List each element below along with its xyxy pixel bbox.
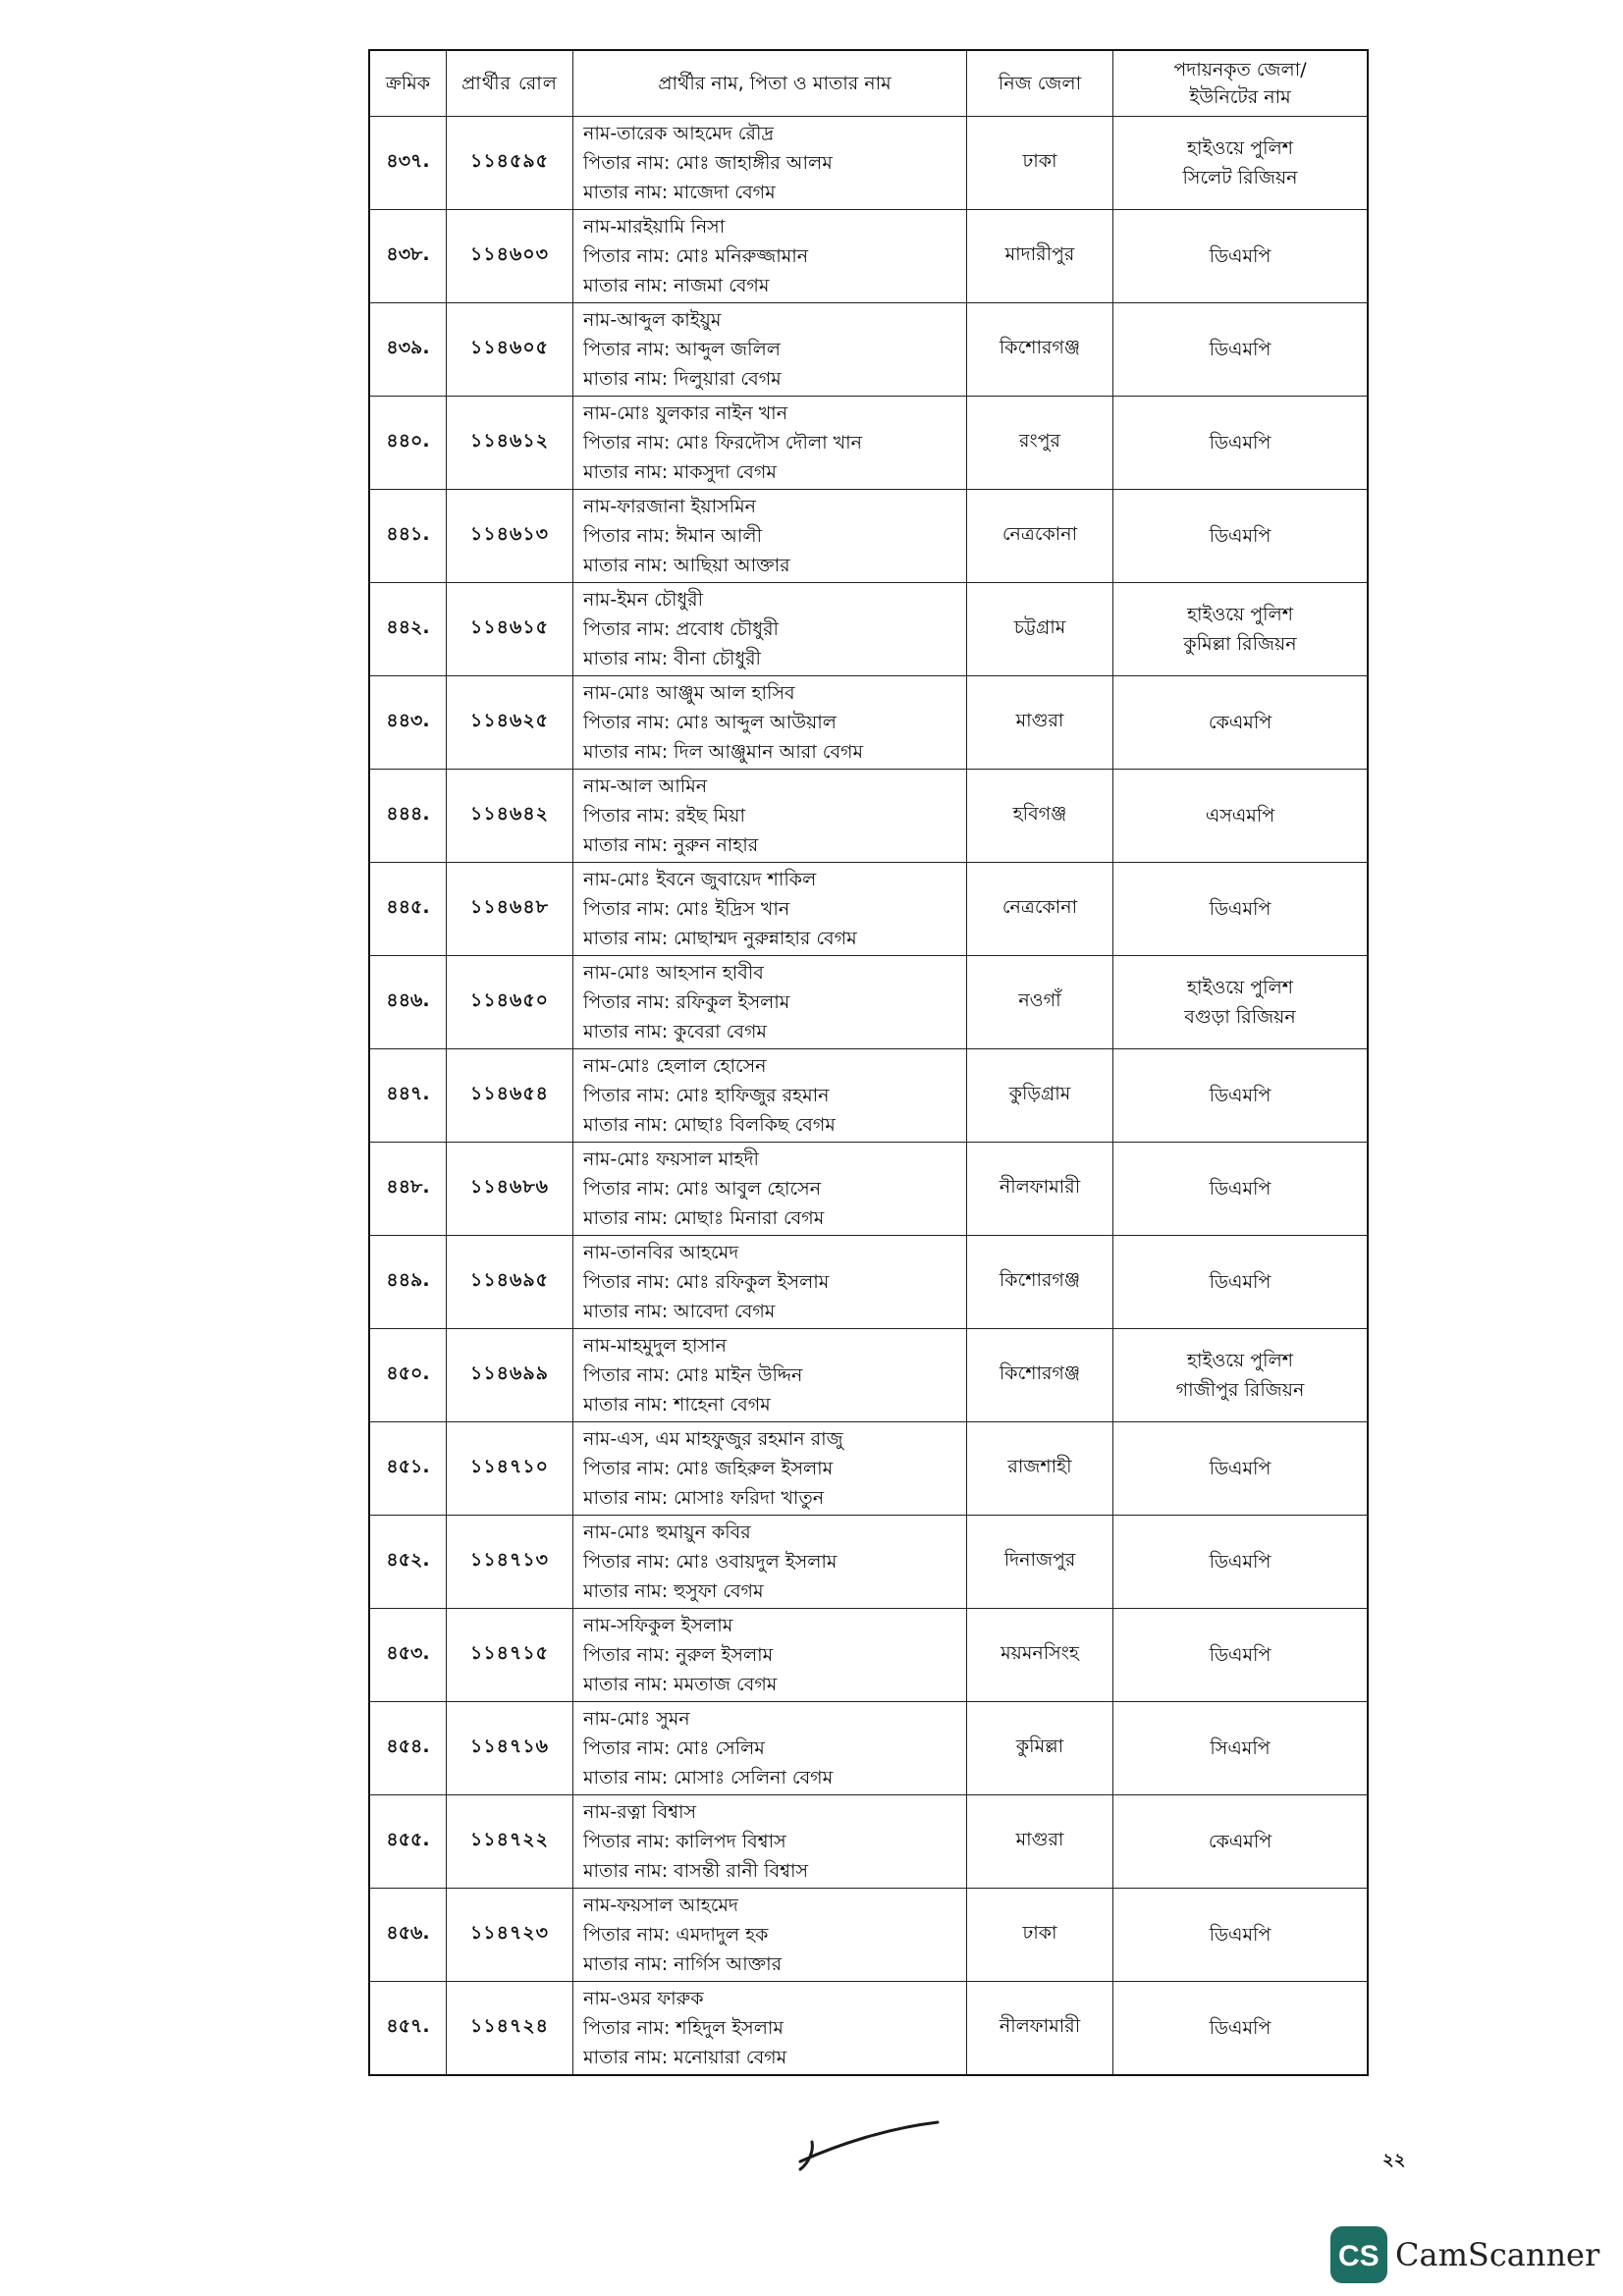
cell-posted-unit: [1113, 1422, 1369, 1516]
svg-text:CS: CS: [1338, 2240, 1380, 2271]
posted-unit-line: ডিএমপি: [1209, 898, 1271, 920]
cell-home-district: হবিগঞ্জ: [967, 770, 1113, 863]
father-name: পিতার নাম: মোঃ মাইন উদ্দিন: [583, 1364, 803, 1386]
cell-roll: ১১৪৭২৩: [447, 1889, 573, 1982]
posted-unit-line: কুমিল্লা রিজিয়ন: [1183, 633, 1297, 655]
cell-serial: ৪৩৭.: [369, 117, 447, 210]
cell-candidate-names: [573, 956, 967, 1049]
cell-candidate-names: [573, 397, 967, 490]
table-body: [369, 117, 1368, 2076]
posted-unit-line: ডিএমপি: [1209, 1178, 1271, 1200]
cell-serial: ৪৪৫.: [369, 863, 447, 956]
cell-home-district: মাগুরা: [967, 1795, 1113, 1889]
cell-serial: ৪৪৮.: [369, 1143, 447, 1236]
mother-name: মাতার নাম: মোছাঃ বিলকিছ বেগম: [583, 1114, 836, 1136]
cell-serial: ৪৫৭.: [369, 1982, 447, 2076]
cell-serial: ৪৪৪.: [369, 770, 447, 863]
mother-name: মাতার নাম: আছিয়া আক্তার: [583, 555, 790, 576]
mother-name: মাতার নাম: নার্গিস আক্তার: [583, 1953, 783, 1975]
cell-posted-unit: [1113, 1329, 1369, 1422]
father-name: পিতার নাম: মোঃ আবুল হোসেন: [583, 1178, 822, 1200]
page-number: ২২: [1382, 2150, 1406, 2170]
posted-unit-line: হাইওয়ে পুলিশ: [1187, 977, 1293, 998]
table-row: [369, 303, 1368, 397]
candidate-name: নাম-মোঃ সুমন: [583, 1708, 690, 1730]
cell-candidate-names: [573, 1609, 967, 1702]
cell-roll: ১১৪৭২৪: [447, 1982, 573, 2076]
candidate-name: নাম-তানবির আহমেদ: [583, 1242, 739, 1263]
cell-posted-unit: [1113, 117, 1369, 210]
cell-roll: ১১৪৬০৫: [447, 303, 573, 397]
header-serial: ক্রমিক: [369, 50, 447, 117]
cell-roll: ১১৪৭১৬: [447, 1702, 573, 1795]
cell-roll: ১১৪৬৯৫: [447, 1236, 573, 1329]
posted-unit-line: ডিএমপি: [1209, 525, 1271, 547]
camscanner-watermark: [1330, 2226, 1599, 2283]
cell-roll: ১১৪৬৪৮: [447, 863, 573, 956]
cell-serial: ৪৫১.: [369, 1422, 447, 1516]
mother-name: মাতার নাম: মনোয়ারা বেগম: [583, 2047, 787, 2068]
mother-name: মাতার নাম: নুরুন নাহার: [583, 834, 759, 856]
cell-home-district: কুড়িগ্রাম: [967, 1049, 1113, 1143]
posted-unit-line: ডিএমপি: [1209, 1644, 1271, 1666]
header-names: প্রার্থীর নাম, পিতা ও মাতার নাম: [573, 50, 967, 117]
posted-unit-line: ডিএমপি: [1209, 1924, 1271, 1946]
cell-candidate-names: [573, 1329, 967, 1422]
cell-home-district: ঢাকা: [967, 117, 1113, 210]
posted-unit-line: কেএমপি: [1208, 712, 1272, 733]
cell-roll: ১১৪৬০৩: [447, 210, 573, 303]
mother-name: মাতার নাম: হুসুফা বেগম: [583, 1580, 764, 1602]
candidate-name: নাম-সফিকুল ইসলাম: [583, 1615, 733, 1636]
signature-mark: [790, 2101, 947, 2179]
candidate-name: নাম-আল আমিন: [583, 775, 708, 797]
posted-unit-line: হাইওয়ে পুলিশ: [1187, 1350, 1293, 1371]
candidate-name: নাম-মারইয়ামি নিসা: [583, 216, 726, 238]
cell-roll: ১১৪৬৫০: [447, 956, 573, 1049]
father-name: পিতার নাম: মোঃ সেলিম: [583, 1737, 765, 1759]
father-name: পিতার নাম: প্রবোধ চৌধুরী: [583, 618, 779, 640]
posted-unit-line: এসএমপি: [1205, 805, 1275, 827]
table-row: [369, 1143, 1368, 1236]
candidate-name: নাম-মোঃ ইবনে জুবায়েদ শাকিল: [583, 869, 817, 890]
cell-roll: ১১৪৬১৫: [447, 583, 573, 676]
cell-home-district: নীলফামারী: [967, 1143, 1113, 1236]
cell-home-district: নীলফামারী: [967, 1982, 1113, 2076]
table-row: [369, 1702, 1368, 1795]
father-name: পিতার নাম: শহিদুল ইসলাম: [583, 2017, 784, 2039]
father-name: পিতার নাম: মোঃ হাফিজুর রহমান: [583, 1085, 830, 1106]
cell-serial: ৪৪৭.: [369, 1049, 447, 1143]
cell-posted-unit: [1113, 583, 1369, 676]
cell-candidate-names: [573, 676, 967, 770]
cell-serial: ৪৫২.: [369, 1516, 447, 1609]
cell-candidate-names: [573, 583, 967, 676]
cell-home-district: মাগুরা: [967, 676, 1113, 770]
cell-posted-unit: [1113, 1982, 1369, 2076]
candidate-name: নাম-ফারজানা ইয়াসমিন: [583, 496, 756, 517]
cell-home-district: কিশোরগঞ্জ: [967, 303, 1113, 397]
cell-home-district: ময়মনসিংহ: [967, 1609, 1113, 1702]
cell-serial: ৪৫৪.: [369, 1702, 447, 1795]
posted-unit-line: ডিএমপি: [1209, 1271, 1271, 1293]
father-name: পিতার নাম: কালিপদ বিশ্বাস: [583, 1831, 786, 1852]
posted-unit-line: ডিএমপি: [1209, 339, 1271, 360]
cell-roll: ১১৪৬১৩: [447, 490, 573, 583]
cell-candidate-names: [573, 210, 967, 303]
cell-roll: ১১৪৬৪২: [447, 770, 573, 863]
candidate-name: নাম-মোঃ ফয়সাল মাহদী: [583, 1148, 759, 1170]
cell-posted-unit: [1113, 1516, 1369, 1609]
father-name: পিতার নাম: মোঃ জাহাঙ্গীর আলম: [583, 152, 833, 174]
mother-name: মাতার নাম: মোসাঃ ফরিদা খাতুন: [583, 1487, 825, 1509]
table-row: [369, 770, 1368, 863]
mother-name: মাতার নাম: মোছাম্মদ নুরুন্নাহার বেগম: [583, 928, 857, 949]
header-roll: প্রার্থীর রোল: [447, 50, 573, 117]
candidate-name: নাম-ওমর ফারুক: [583, 1988, 704, 2009]
camscanner-name: CamScanner: [1395, 2236, 1600, 2273]
father-name: পিতার নাম: মোঃ জহিরুল ইসলাম: [583, 1458, 834, 1479]
posted-unit-line: ডিএমপি: [1209, 1458, 1271, 1479]
posted-unit-line: ডিএমপি: [1209, 432, 1271, 454]
cell-posted-unit: [1113, 1049, 1369, 1143]
cell-roll: ১১৪৬৫৪: [447, 1049, 573, 1143]
table-row: [369, 1236, 1368, 1329]
cell-roll: ১১৪৬২৫: [447, 676, 573, 770]
cell-home-district: কিশোরগঞ্জ: [967, 1329, 1113, 1422]
cell-posted-unit: [1113, 956, 1369, 1049]
candidate-name: নাম-তারেক আহমেদ রৌদ্র: [583, 123, 775, 144]
table-row: [369, 1609, 1368, 1702]
table-header-row: [369, 50, 1368, 117]
cell-candidate-names: [573, 490, 967, 583]
cell-candidate-names: [573, 1422, 967, 1516]
cell-home-district: চট্টগ্রাম: [967, 583, 1113, 676]
mother-name: মাতার নাম: মাকসুদা বেগম: [583, 461, 777, 483]
cell-serial: ৪৩৯.: [369, 303, 447, 397]
cell-posted-unit: [1113, 490, 1369, 583]
cell-serial: ৪৪১.: [369, 490, 447, 583]
cell-home-district: ঢাকা: [967, 1889, 1113, 1982]
cell-candidate-names: [573, 117, 967, 210]
table-row: [369, 1889, 1368, 1982]
cell-posted-unit: [1113, 1236, 1369, 1329]
mother-name: মাতার নাম: বাসন্তী রানী বিশ্বাস: [583, 1860, 809, 1882]
camscanner-logo-icon: [1330, 2226, 1387, 2283]
cell-candidate-names: [573, 1889, 967, 1982]
posted-unit-line: গাজীপুর রিজিয়ন: [1175, 1379, 1305, 1401]
mother-name: মাতার নাম: দিলুয়ারা বেগম: [583, 368, 782, 390]
table-row: [369, 956, 1368, 1049]
table-row: [369, 1982, 1368, 2076]
mother-name: মাতার নাম: মমতাজ বেগম: [583, 1674, 778, 1695]
cell-posted-unit: [1113, 210, 1369, 303]
father-name: পিতার নাম: মোঃ ফিরদৌস দৌলা খান: [583, 432, 862, 454]
table-row: [369, 863, 1368, 956]
candidate-name: নাম-মোঃ আহসান হাবীব: [583, 962, 764, 984]
table-row: [369, 583, 1368, 676]
header-posted-unit: [1113, 50, 1369, 117]
cell-roll: ১১৪৬৯৯: [447, 1329, 573, 1422]
cell-candidate-names: [573, 1143, 967, 1236]
posted-unit-line: ডিএমপি: [1209, 1085, 1271, 1106]
posted-unit-line: সিএমপি: [1210, 1737, 1271, 1759]
cell-posted-unit: [1113, 770, 1369, 863]
father-name: পিতার নাম: মোঃ মনিরুজ্জামান: [583, 245, 809, 267]
mother-name: মাতার নাম: দিল আঞ্জুমান আরা বেগম: [583, 741, 864, 763]
father-name: পিতার নাম: মোঃ রফিকুল ইসলাম: [583, 1271, 830, 1293]
table-row: [369, 1049, 1368, 1143]
table-row: [369, 1422, 1368, 1516]
cell-home-district: মাদারীপুর: [967, 210, 1113, 303]
cell-roll: ১১৪৬১২: [447, 397, 573, 490]
cell-serial: ৪৪৯.: [369, 1236, 447, 1329]
cell-posted-unit: [1113, 1609, 1369, 1702]
table-row: [369, 676, 1368, 770]
mother-name: মাতার নাম: নাজমা বেগম: [583, 275, 770, 296]
cell-home-district: নেত্রকোনা: [967, 490, 1113, 583]
cell-candidate-names: [573, 1795, 967, 1889]
candidate-name: নাম-মোঃ আঞ্জুম আল হাসিব: [583, 682, 795, 704]
candidate-name: নাম-আব্দুল কাইয়ুম: [583, 309, 722, 331]
father-name: পিতার নাম: ঈমান আলী: [583, 525, 763, 547]
posted-unit-line: কেএমপি: [1208, 1831, 1272, 1852]
table-row: [369, 397, 1368, 490]
father-name: পিতার নাম: আব্দুল জলিল: [583, 339, 781, 360]
posted-unit-line: সিলেট রিজিয়ন: [1182, 167, 1298, 188]
cell-candidate-names: [573, 1236, 967, 1329]
mother-name: মাতার নাম: মোছাঃ মিনারা বেগম: [583, 1207, 825, 1229]
mother-name: মাতার নাম: শাহেনা বেগম: [583, 1394, 771, 1415]
table-row: [369, 210, 1368, 303]
cell-roll: ১১৪৭২২: [447, 1795, 573, 1889]
cell-serial: ৪৪৩.: [369, 676, 447, 770]
cell-home-district: রাজশাহী: [967, 1422, 1113, 1516]
cell-roll: ১১৪৫৯৫: [447, 117, 573, 210]
cell-serial: ৪৫৬.: [369, 1889, 447, 1982]
cell-roll: ১১৪৬৮৬: [447, 1143, 573, 1236]
cell-candidate-names: [573, 863, 967, 956]
father-name: পিতার নাম: রইছ মিয়া: [583, 805, 746, 827]
table-row: [369, 490, 1368, 583]
father-name: পিতার নাম: মোঃ আব্দুল আউয়াল: [583, 712, 837, 733]
posted-unit-line: বগুড়া রিজিয়ন: [1184, 1006, 1296, 1028]
table-row: [369, 1329, 1368, 1422]
father-name: পিতার নাম: মোঃ ওবায়দুল ইসলাম: [583, 1551, 838, 1573]
posted-unit-line: ডিএমপি: [1209, 1551, 1271, 1573]
table-row: [369, 1795, 1368, 1889]
cell-serial: ৪৪৬.: [369, 956, 447, 1049]
father-name: পিতার নাম: রফিকুল ইসলাম: [583, 991, 790, 1013]
candidate-name: নাম-ইমন চৌধুরী: [583, 589, 704, 611]
cell-home-district: কিশোরগঞ্জ: [967, 1236, 1113, 1329]
cell-serial: ৪৫০.: [369, 1329, 447, 1422]
candidate-name: নাম-এস, এম মাহফুজুর রহমান রাজু: [583, 1428, 843, 1450]
father-name: পিতার নাম: এমদাদুল হক: [583, 1924, 769, 1946]
posted-unit-line: ডিএমপি: [1209, 245, 1271, 267]
candidate-name: নাম-মোঃ হেলাল হোসেন: [583, 1055, 767, 1077]
mother-name: মাতার নাম: বীনা চৌধুরী: [583, 648, 761, 669]
father-name: পিতার নাম: নুরুল ইসলাম: [583, 1644, 774, 1666]
document-page: [368, 49, 1353, 2115]
cell-posted-unit: [1113, 303, 1369, 397]
cell-serial: ৪৪০.: [369, 397, 447, 490]
cell-posted-unit: [1113, 397, 1369, 490]
cell-serial: ৪৪২.: [369, 583, 447, 676]
posted-unit-line: হাইওয়ে পুলিশ: [1187, 604, 1293, 625]
cell-roll: ১১৪৭১০: [447, 1422, 573, 1516]
cell-home-district: রংপুর: [967, 397, 1113, 490]
header-posted-line-2: ইউনিটের নাম: [1189, 86, 1291, 108]
cell-candidate-names: [573, 1049, 967, 1143]
mother-name: মাতার নাম: মোসাঃ সেলিনা বেগম: [583, 1767, 834, 1789]
father-name: পিতার নাম: মোঃ ইদ্রিস খান: [583, 898, 790, 920]
table-row: [369, 1516, 1368, 1609]
table-row: [369, 117, 1368, 210]
header-posted-line-1: পদায়নকৃত জেলা/: [1173, 59, 1307, 80]
cell-home-district: কুমিল্লা: [967, 1702, 1113, 1795]
cell-roll: ১১৪৭১৩: [447, 1516, 573, 1609]
posted-unit-line: ডিএমপি: [1209, 2017, 1271, 2039]
cell-candidate-names: [573, 770, 967, 863]
cell-candidate-names: [573, 1982, 967, 2076]
mother-name: মাতার নাম: কুবেরা বেগম: [583, 1021, 767, 1042]
candidate-name: নাম-মাহমুদুল হাসান: [583, 1335, 727, 1357]
cell-serial: ৪৩৮.: [369, 210, 447, 303]
cell-posted-unit: [1113, 1702, 1369, 1795]
cell-posted-unit: [1113, 1143, 1369, 1236]
candidate-name: নাম-মোঃ হুমায়ুন কবির: [583, 1522, 751, 1543]
cell-roll: ১১৪৭১৫: [447, 1609, 573, 1702]
candidate-name: নাম-মোঃ যুলকার নাইন খান: [583, 402, 788, 424]
cell-home-district: নেত্রকোনা: [967, 863, 1113, 956]
candidate-name: নাম-ফয়সাল আহমেদ: [583, 1895, 738, 1916]
mother-name: মাতার নাম: মাজেদা বেগম: [583, 182, 776, 203]
header-home-district: নিজ জেলা: [967, 50, 1113, 117]
cell-home-district: নওগাঁ: [967, 956, 1113, 1049]
cell-candidate-names: [573, 303, 967, 397]
cell-posted-unit: [1113, 676, 1369, 770]
cell-serial: ৪৫৩.: [369, 1609, 447, 1702]
cell-posted-unit: [1113, 1889, 1369, 1982]
mother-name: মাতার নাম: আবেদা বেগম: [583, 1301, 776, 1322]
cell-candidate-names: [573, 1702, 967, 1795]
cell-home-district: দিনাজপুর: [967, 1516, 1113, 1609]
cell-serial: ৪৫৫.: [369, 1795, 447, 1889]
candidate-name: নাম-রত্না বিশ্বাস: [583, 1801, 697, 1823]
cell-posted-unit: [1113, 863, 1369, 956]
posted-unit-line: হাইওয়ে পুলিশ: [1187, 137, 1293, 159]
cell-posted-unit: [1113, 1795, 1369, 1889]
cell-candidate-names: [573, 1516, 967, 1609]
candidate-roster-table: [368, 49, 1369, 2076]
